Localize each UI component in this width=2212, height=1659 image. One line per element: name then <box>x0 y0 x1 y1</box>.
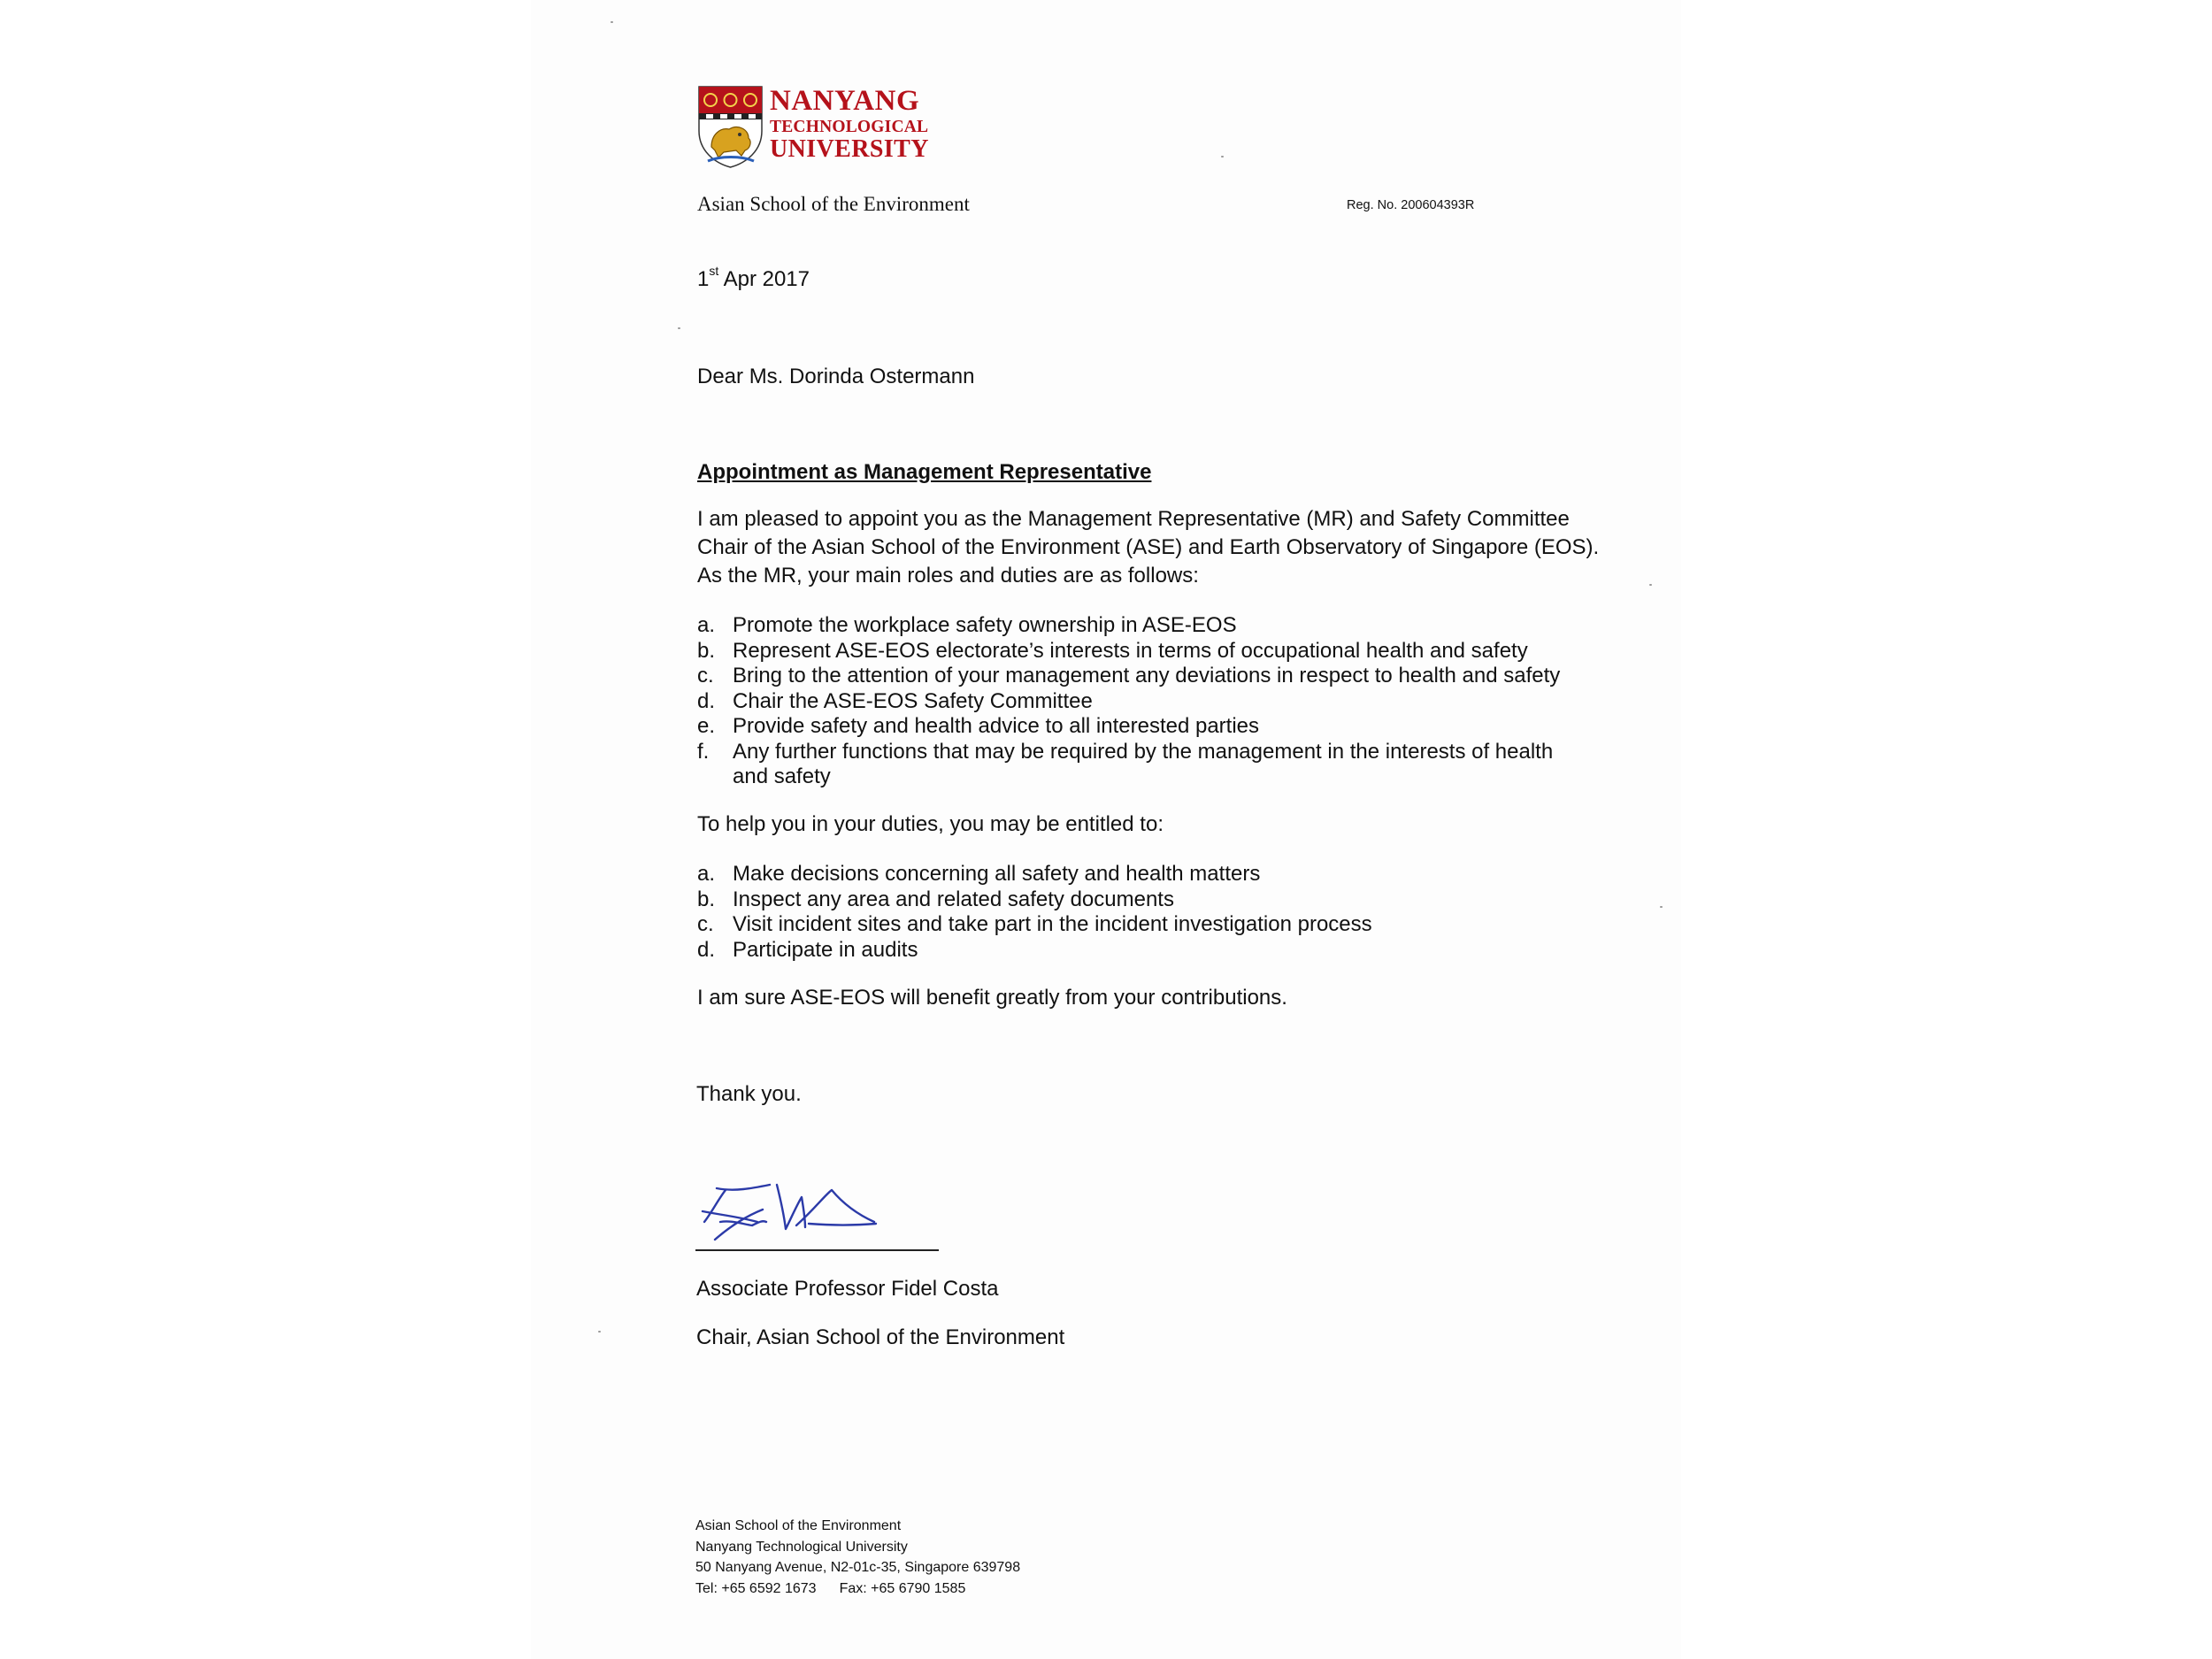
list-item <box>697 887 1617 913</box>
signer-title: Chair, Asian School of the Environment <box>696 1325 1065 1349</box>
list-item <box>697 912 1617 938</box>
list-marker: f. <box>697 739 710 764</box>
list-text: Participate in audits <box>733 937 918 962</box>
list-text: Provide safety and health advice to all interested parties <box>733 714 1260 738</box>
school-name: Asian School of the Environment <box>697 193 970 215</box>
list-item <box>697 740 1617 790</box>
thanks-line: Thank you. <box>696 1082 802 1106</box>
help-intro: To help you in your duties, you may be entitled to: <box>697 812 1164 836</box>
brand-line-1: NANYANG <box>770 85 920 117</box>
list-marker: a. <box>697 613 716 637</box>
list-text: Make decisions concerning all safety and health matters <box>733 862 1261 886</box>
list-item <box>697 613 1617 639</box>
list-text: Promote the workplace safety ownership in ASE-EOS <box>733 613 1237 637</box>
list-marker: d. <box>697 937 716 962</box>
list-text: Represent ASE-EOS electorate’s interests in terms of occupational health and safety <box>733 638 1528 663</box>
subject-heading: Appointment as Management Representative <box>697 460 1152 484</box>
scan-speck <box>678 327 680 329</box>
list-item <box>697 689 1617 715</box>
scan-speck <box>1221 156 1224 157</box>
list-text: Bring to the attention of your management any deviations in respect to health and safety <box>733 664 1561 687</box>
list-text: Chair the ASE-EOS Safety Committee <box>733 688 1093 713</box>
signature-line <box>695 1249 939 1251</box>
ntu-crest-icon <box>697 85 764 169</box>
date-day: 1 <box>697 267 710 291</box>
footer-line-1: Asian School of the Environment <box>695 1518 902 1533</box>
signer-name: Associate Professor Fidel Costa <box>696 1277 999 1301</box>
list-marker: b. <box>697 638 716 663</box>
university-wordmark <box>770 87 929 162</box>
scan-speck <box>1649 584 1652 586</box>
salutation: Dear Ms. Dorinda Ostermann <box>697 365 975 388</box>
scan-speck <box>611 21 613 23</box>
scan-speck <box>1660 906 1663 908</box>
list-item <box>697 664 1617 689</box>
list-marker: c. <box>697 664 714 687</box>
list-marker: d. <box>697 688 716 713</box>
footer-line-3: 50 Nanyang Avenue, N2-01c-35, Singapore 639798 <box>695 1560 1021 1575</box>
list-item <box>697 938 1617 964</box>
brand-line-3: UNIVERSITY <box>770 134 929 163</box>
brand-line-2: TECHNOLOGICAL <box>770 118 929 136</box>
list-text: Any further functions that may be required by the management in the interests of health and safety <box>733 739 1554 788</box>
handwritten-signature <box>699 1172 885 1252</box>
list-text: Visit incident sites and take part in the incident investigation process <box>733 912 1372 936</box>
list-marker: e. <box>697 714 716 738</box>
footer-tel: Tel: +65 6592 1673 <box>695 1580 817 1596</box>
date-suffix: st <box>709 264 719 278</box>
scan-speck <box>598 1331 601 1333</box>
list-item <box>697 714 1617 740</box>
list-marker: c. <box>697 912 714 936</box>
list-item <box>697 862 1617 887</box>
entitlements-list <box>697 862 1617 963</box>
date-rest: Apr 2017 <box>718 267 810 291</box>
footer-fax: Fax: +65 6790 1585 <box>839 1580 966 1596</box>
letter-date <box>697 265 810 294</box>
duties-list <box>697 613 1617 790</box>
intro-paragraph: I am pleased to appoint you as the Management Representative (MR) and Safety Committee Chair of the Asian School of the Environment (ASE) and Earth Observatory of Singapore (EOS). As the MR, your main roles and duties are as follows: <box>697 507 1600 588</box>
list-marker: b. <box>697 887 716 911</box>
registration-number: Reg. No. 200604393R <box>1347 198 1475 212</box>
closing-sentence: I am sure ASE-EOS will benefit greatly from your contributions. <box>697 986 1287 1010</box>
list-text: Inspect any area and related safety documents <box>733 887 1174 911</box>
footer-line-2: Nanyang Technological University <box>695 1539 908 1555</box>
list-marker: a. <box>697 862 716 886</box>
footer-contact <box>695 1578 1020 1600</box>
footer-address <box>695 1516 1020 1599</box>
list-item <box>697 639 1617 664</box>
